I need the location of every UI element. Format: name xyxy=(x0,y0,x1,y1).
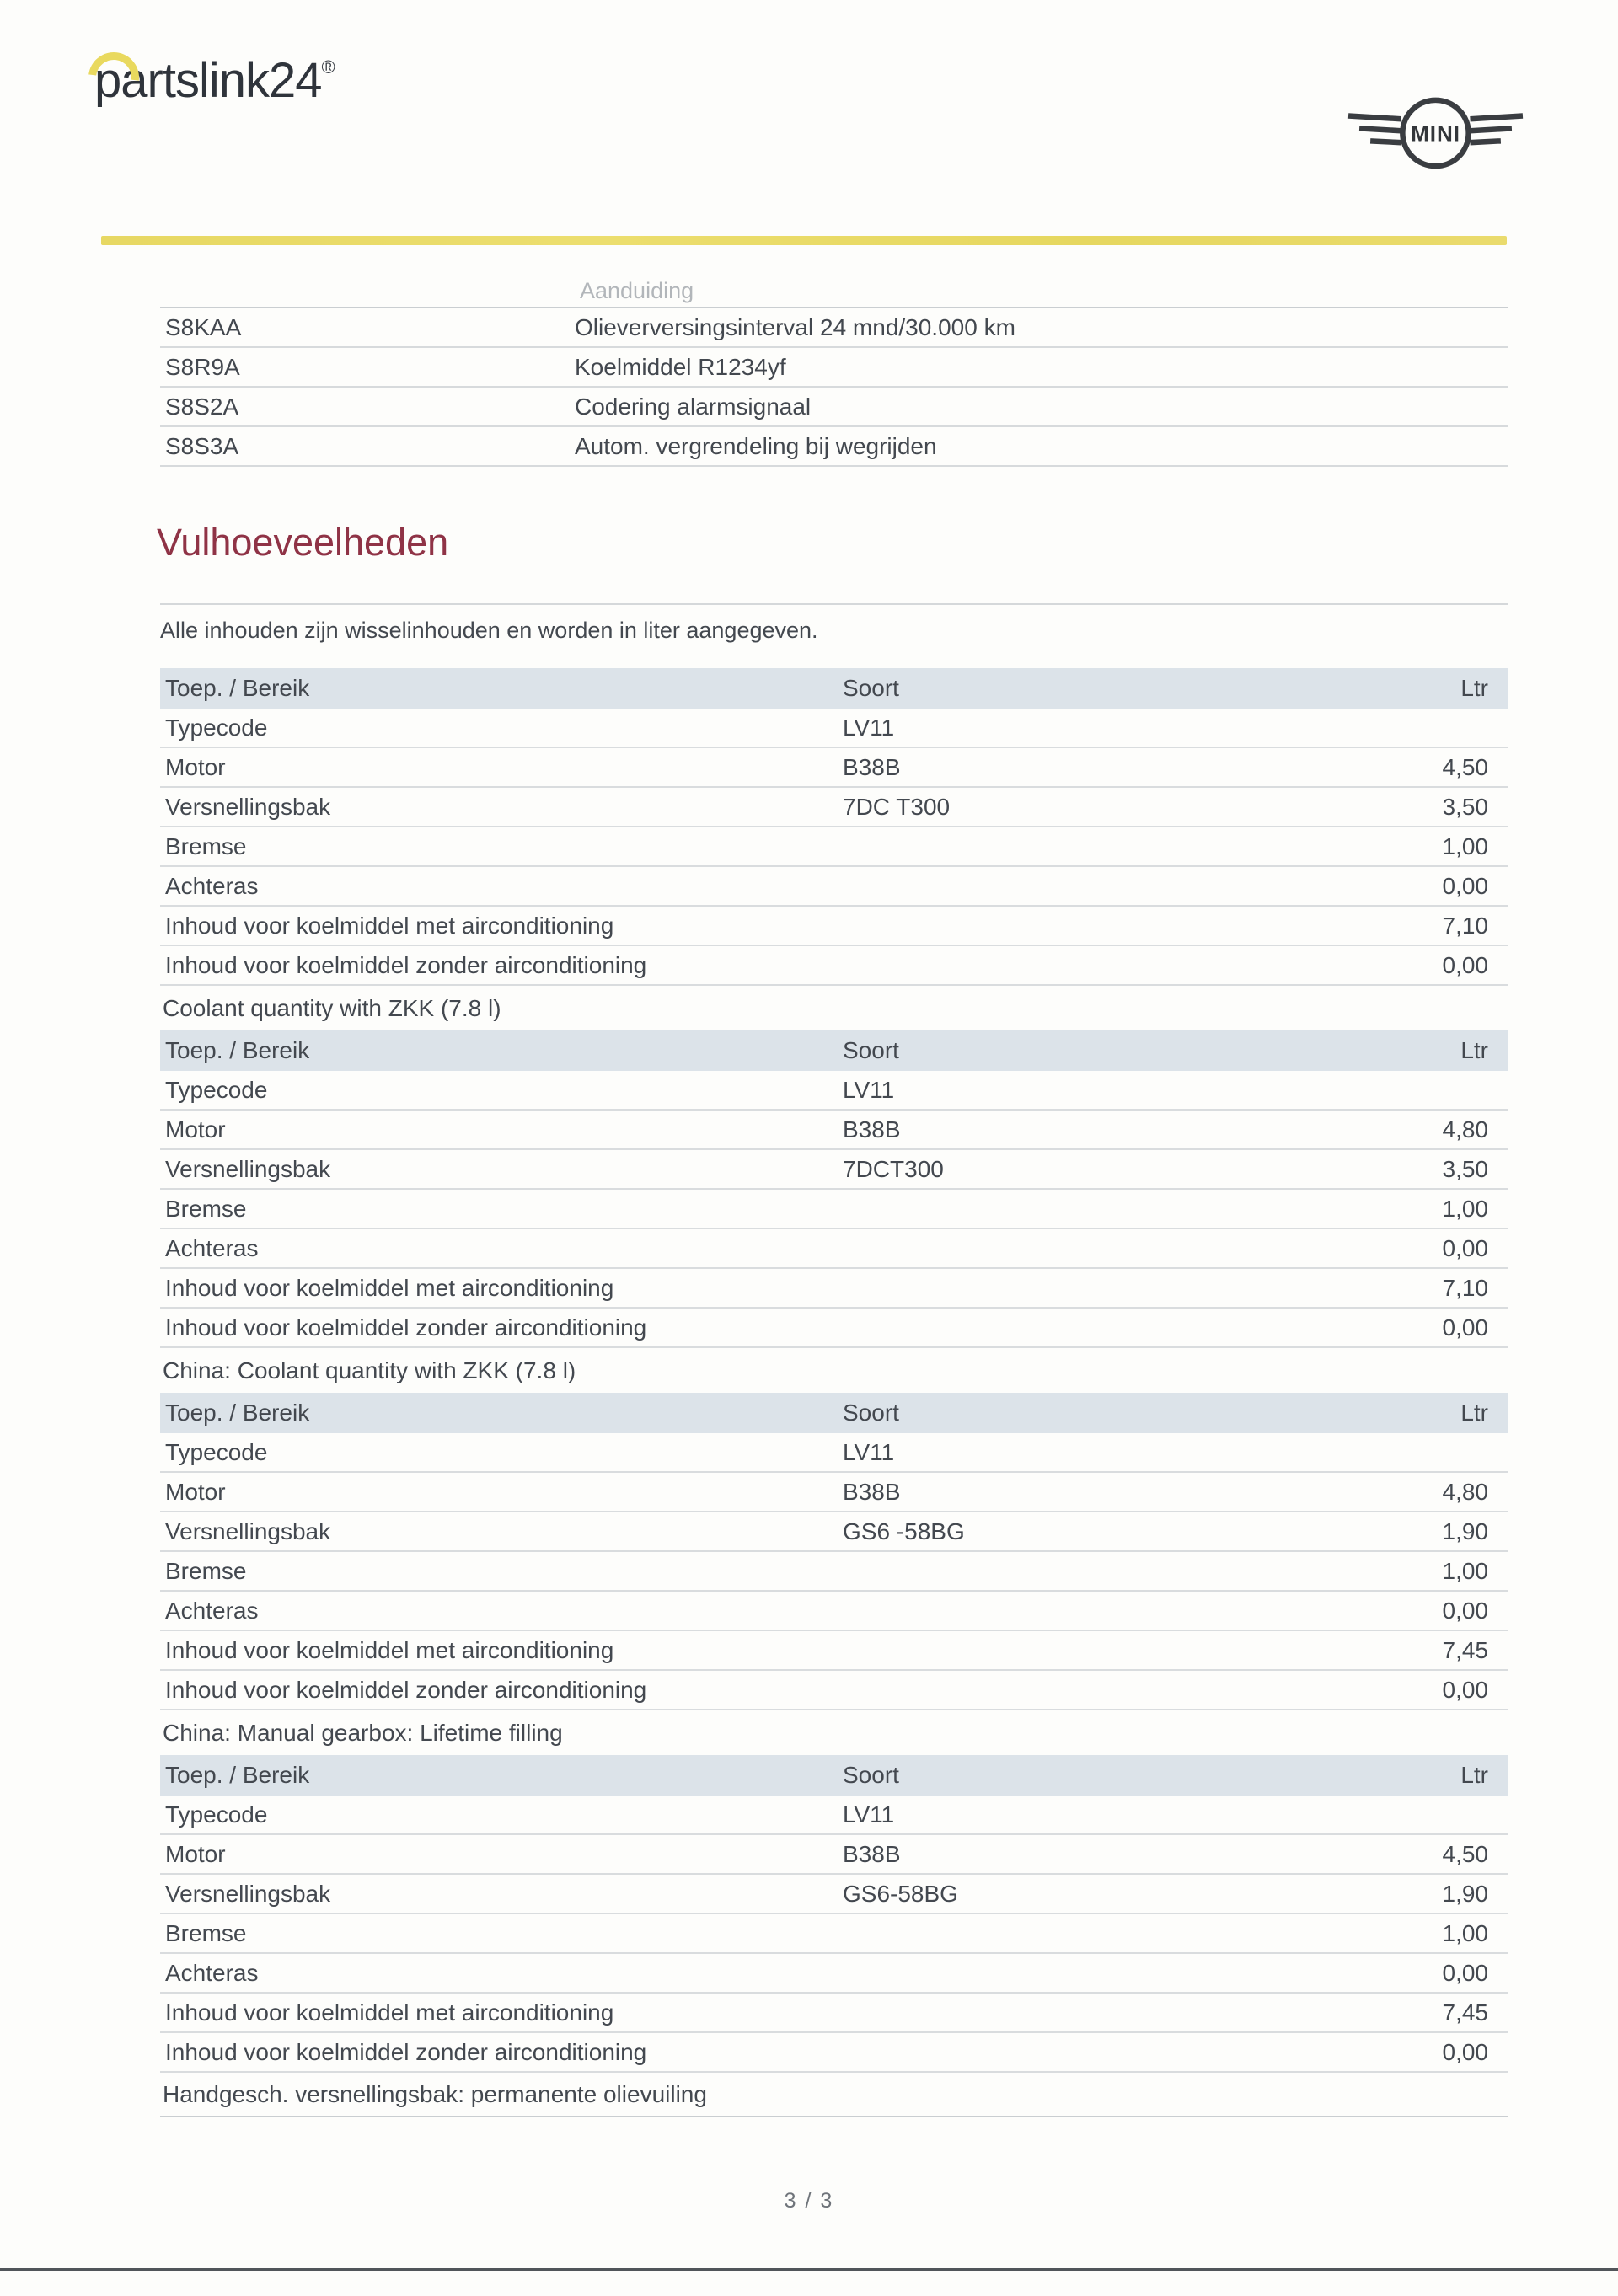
row-ltr-value: 0,00 xyxy=(1442,1234,1488,1261)
table-row xyxy=(160,427,1508,467)
row-ltr-value: 4,80 xyxy=(1442,1478,1488,1505)
row-label: Versnellingsbak xyxy=(165,1517,331,1544)
row-ltr-value: 1,00 xyxy=(1442,1557,1488,1584)
option-description: Olieverversingsinterval 24 mnd/30.000 km xyxy=(575,313,1015,340)
row-ltr-value: 4,50 xyxy=(1442,1840,1488,1867)
row-ltr-value: 1,90 xyxy=(1442,1880,1488,1907)
table-footnote: China: Coolant quantity with ZKK (7.8 l) xyxy=(163,1357,576,1383)
equipment-codes-table xyxy=(160,276,1508,467)
table-row xyxy=(160,788,1508,827)
table-header-row xyxy=(160,1755,1508,1796)
registered-trademark-symbol: ® xyxy=(321,56,335,78)
row-label: Typecode xyxy=(165,714,268,741)
row-soort-value: 7DC T300 xyxy=(843,793,951,820)
table-row xyxy=(160,1835,1508,1875)
fill-quantity-tables xyxy=(160,668,1508,2117)
col-header-toep: Toep. / Bereik xyxy=(165,1762,310,1788)
brand-logo-text: partslink24 xyxy=(94,53,322,108)
table-row xyxy=(160,1512,1508,1552)
partslink24-logo xyxy=(94,52,335,109)
row-ltr-value: 1,00 xyxy=(1442,1195,1488,1222)
row-soort-value: LV11 xyxy=(843,714,895,741)
row-label: Motor xyxy=(165,1116,226,1143)
row-ltr-value: 7,10 xyxy=(1442,1274,1488,1301)
row-ltr-value: 3,50 xyxy=(1442,793,1488,820)
row-ltr-value: 0,00 xyxy=(1442,2038,1488,2065)
table-footnote: Coolant quantity with ZKK (7.8 l) xyxy=(163,994,501,1021)
mini-logo-text: MINI xyxy=(1411,120,1460,147)
table-row xyxy=(160,867,1508,907)
table-row xyxy=(160,1433,1508,1473)
row-label: Inhoud voor koelmiddel zonder airconditioning xyxy=(165,1314,647,1341)
table-row xyxy=(160,1111,1508,1150)
table-row xyxy=(160,1190,1508,1229)
option-code: S8KAA xyxy=(165,313,242,340)
option-code: S8S3A xyxy=(165,432,239,459)
row-label: Bremse xyxy=(165,832,247,859)
row-label: Inhoud voor koelmiddel met airconditioning xyxy=(165,1999,614,2026)
option-description: Koelmiddel R1234yf xyxy=(575,353,786,380)
table-row xyxy=(160,388,1508,427)
table-row xyxy=(160,2033,1508,2073)
row-soort-value: B38B xyxy=(843,753,901,780)
table-row xyxy=(160,308,1508,348)
equipment-codes-header: Aanduiding xyxy=(160,276,1508,308)
row-ltr-value: 4,50 xyxy=(1442,753,1488,780)
row-label: Versnellingsbak xyxy=(165,1155,331,1182)
row-ltr-value: 0,00 xyxy=(1442,1959,1488,1986)
table-row xyxy=(160,946,1508,986)
options-rows xyxy=(160,308,1508,467)
row-ltr-value: 7,45 xyxy=(1442,1636,1488,1663)
row-ltr-value: 1,00 xyxy=(1442,832,1488,859)
col-header-soort: Soort xyxy=(843,675,899,701)
table-row xyxy=(160,1914,1508,1954)
row-ltr-value: 7,10 xyxy=(1442,912,1488,939)
table-row xyxy=(160,1592,1508,1631)
row-label: Inhoud voor koelmiddel zonder airconditioning xyxy=(165,951,647,978)
table-row xyxy=(160,1473,1508,1512)
col-header-toep: Toep. / Bereik xyxy=(165,1400,310,1426)
row-label: Motor xyxy=(165,753,226,780)
page-title: Vulhoeveelheden xyxy=(157,521,449,564)
col-header-ltr: Ltr xyxy=(1460,1037,1488,1063)
option-code: S8R9A xyxy=(165,353,240,380)
row-label: Achteras xyxy=(165,1597,259,1624)
row-label: Bremse xyxy=(165,1557,247,1584)
col-header-toep: Toep. / Bereik xyxy=(165,675,310,701)
table-row xyxy=(160,1552,1508,1592)
row-label: Inhoud voor koelmiddel met airconditioning xyxy=(165,1274,614,1301)
table-row xyxy=(160,827,1508,867)
row-soort-value: LV11 xyxy=(843,1801,895,1828)
row-label: Inhoud voor koelmiddel zonder airconditioning xyxy=(165,1676,647,1703)
table-row xyxy=(160,748,1508,788)
row-label: Versnellingsbak xyxy=(165,1880,331,1907)
col-header-ltr: Ltr xyxy=(1460,1400,1488,1426)
table-footnote: China: Manual gearbox: Lifetime filling xyxy=(163,1719,563,1746)
row-ltr-value: 1,00 xyxy=(1442,1919,1488,1946)
col-header-soort: Soort xyxy=(843,1037,899,1063)
table-row xyxy=(160,1071,1508,1111)
row-ltr-value: 3,50 xyxy=(1442,1155,1488,1182)
table-header-row xyxy=(160,668,1508,709)
table-row xyxy=(160,1671,1508,1710)
row-ltr-value: 0,00 xyxy=(1442,1314,1488,1341)
row-ltr-value: 0,00 xyxy=(1442,872,1488,899)
row-label: Bremse xyxy=(165,1919,247,1946)
row-label: Motor xyxy=(165,1478,226,1505)
table-row xyxy=(160,1954,1508,1994)
table-header-row xyxy=(160,1030,1508,1071)
row-label: Bremse xyxy=(165,1195,247,1222)
row-ltr-value: 4,80 xyxy=(1442,1116,1488,1143)
table-footnote: Handgesch. versnellingsbak: permanente olievuiling xyxy=(160,2073,1508,2117)
row-soort-value: 7DCT300 xyxy=(843,1155,944,1182)
row-label: Achteras xyxy=(165,1959,259,1986)
row-ltr-value: 0,00 xyxy=(1442,1676,1488,1703)
table-row xyxy=(160,1994,1508,2033)
row-label: Inhoud voor koelmiddel met airconditioning xyxy=(165,912,614,939)
row-soort-value: LV11 xyxy=(843,1076,895,1103)
table-row xyxy=(160,1631,1508,1671)
table-row xyxy=(160,1796,1508,1835)
page-bottom-edge xyxy=(0,2268,1618,2271)
table-row xyxy=(160,1229,1508,1269)
mini-logo-icon xyxy=(1345,87,1526,179)
option-description: Codering alarmsignaal xyxy=(575,393,812,420)
table-row xyxy=(160,709,1508,748)
table-row xyxy=(160,1150,1508,1190)
row-ltr-value: 7,45 xyxy=(1442,1999,1488,2026)
row-label: Typecode xyxy=(165,1076,268,1103)
row-label: Typecode xyxy=(165,1801,268,1828)
col-header-toep: Toep. / Bereik xyxy=(165,1037,310,1063)
row-soort-value: GS6-58BG xyxy=(843,1880,958,1907)
col-header-soort: Soort xyxy=(843,1400,899,1426)
row-label: Motor xyxy=(165,1840,226,1867)
section-note: Alle inhouden zijn wisselinhouden en worden in liter aangegeven. xyxy=(160,618,818,643)
row-soort-value: B38B xyxy=(843,1840,901,1867)
col-header-soort: Soort xyxy=(843,1762,899,1788)
table-row xyxy=(160,1309,1508,1348)
table-row xyxy=(160,1269,1508,1309)
row-soort-value: LV11 xyxy=(843,1438,895,1465)
row-ltr-value: 0,00 xyxy=(1442,1597,1488,1624)
row-ltr-value: 0,00 xyxy=(1442,951,1488,978)
col-header-ltr: Ltr xyxy=(1460,675,1488,701)
row-soort-value: B38B xyxy=(843,1478,901,1505)
page-number: 3 / 3 xyxy=(784,2189,834,2213)
option-description: Autom. vergrendeling bij wegrijden xyxy=(575,432,937,459)
row-label: Typecode xyxy=(165,1438,268,1465)
col-header-ltr: Ltr xyxy=(1460,1762,1488,1788)
divider xyxy=(160,603,1508,605)
row-label: Inhoud voor koelmiddel zonder airconditioning xyxy=(165,2038,647,2065)
table-header-row xyxy=(160,1393,1508,1433)
accent-divider xyxy=(101,236,1507,245)
table-row xyxy=(160,1875,1508,1914)
table-row xyxy=(160,348,1508,388)
row-ltr-value: 1,90 xyxy=(1442,1517,1488,1544)
row-label: Achteras xyxy=(165,1234,259,1261)
row-label: Achteras xyxy=(165,872,259,899)
row-soort-value: GS6 -58BG xyxy=(843,1517,965,1544)
option-code: S8S2A xyxy=(165,393,239,420)
table-row xyxy=(160,907,1508,946)
row-soort-value: B38B xyxy=(843,1116,901,1143)
row-label: Inhoud voor koelmiddel met airconditioning xyxy=(165,1636,614,1663)
row-label: Versnellingsbak xyxy=(165,793,331,820)
